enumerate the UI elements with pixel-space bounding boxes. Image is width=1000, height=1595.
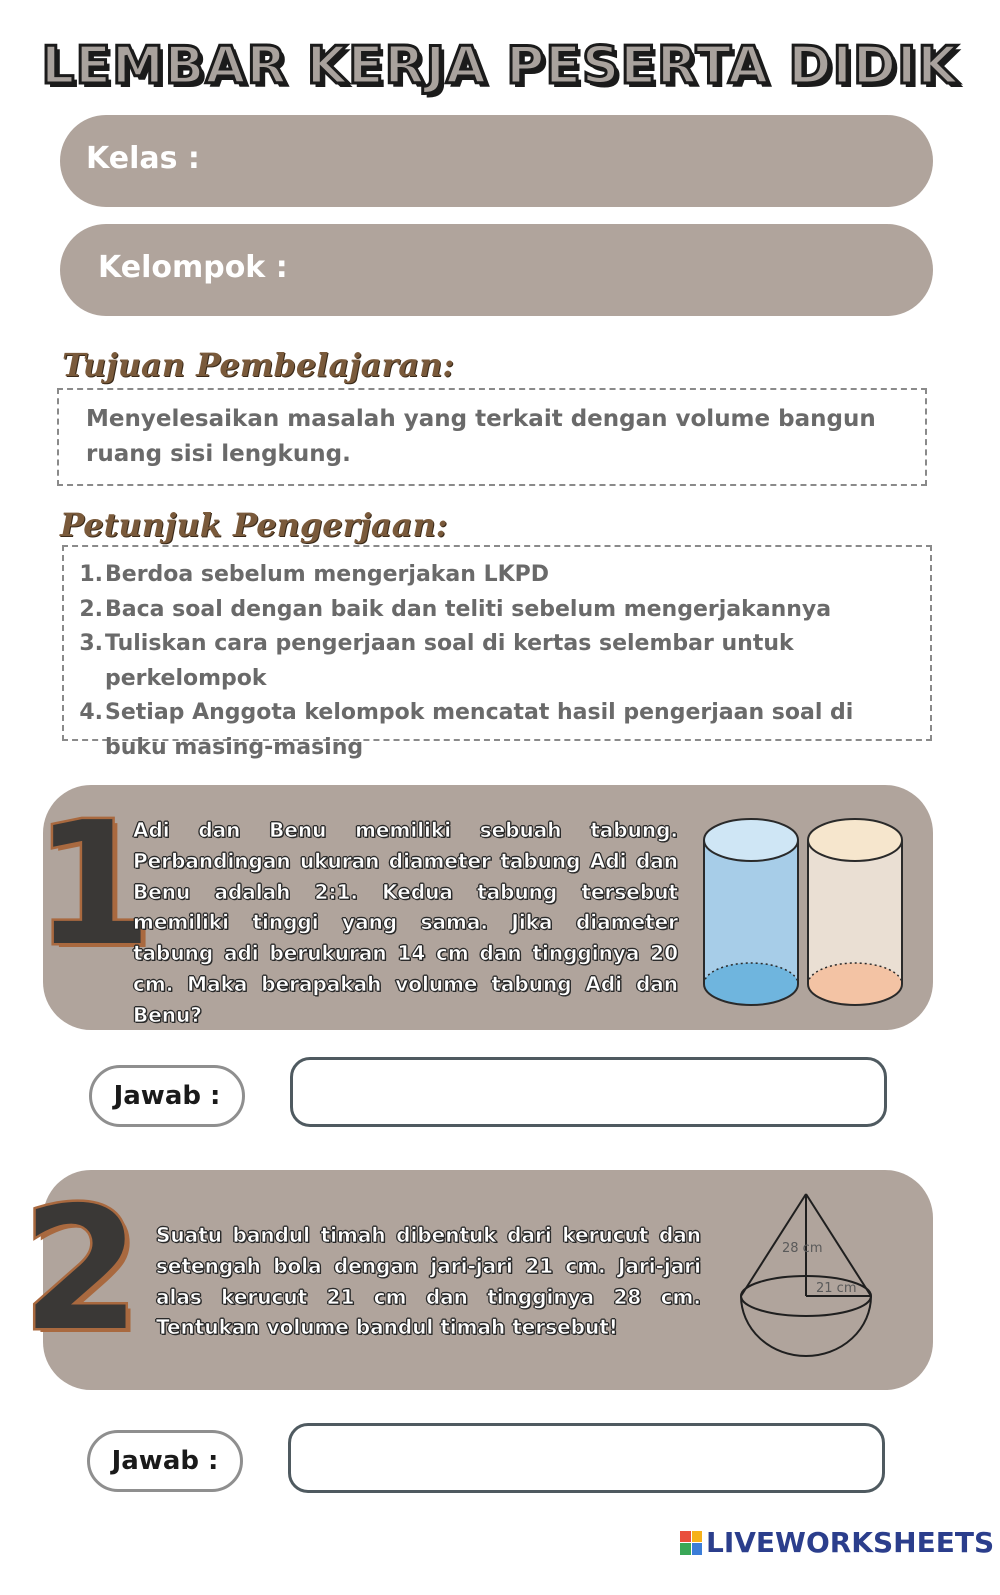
cylinder-benu-icon — [808, 819, 902, 1005]
objective-line: ruang sisi lengkung. — [86, 441, 351, 467]
objective-line: Menyelesaikan masalah yang terkait dengan volume bangun — [86, 406, 876, 432]
cylinder-adi-icon — [704, 819, 798, 1005]
class-label: Kelas : — [86, 141, 200, 176]
class-field[interactable] — [60, 115, 933, 207]
answer-1-label: Jawab : — [89, 1065, 245, 1127]
objective-heading: Tujuan Pembelajaran: — [62, 346, 455, 384]
question-2-number: 2 — [22, 1171, 141, 1369]
liveworksheets-logo-icon — [680, 1531, 702, 1555]
answer-1-input[interactable] — [290, 1057, 887, 1127]
question-1-text: Adi dan Benu memiliki sebuah tabung. Perbandingan ukuran diameter tabung Adi dan Benu adalah 2:1. Kedua tabung tersebut memiliki tinggi yang sama. Jika diameter tabung adi berukuran 14 cm dan tingginya 20 cm. Maka berapakah volume tabung Adi dan Benu? — [133, 818, 678, 1027]
objective-text — [86, 402, 886, 472]
question-1-number: 1 — [34, 786, 153, 984]
cylinders-figure — [696, 812, 912, 1012]
answer-2-input[interactable] — [288, 1423, 885, 1493]
footer-brand[interactable] — [680, 1526, 994, 1559]
radius-label: 21 cm — [816, 1281, 857, 1296]
height-label: 28 cm — [782, 1241, 823, 1256]
instructions-heading: Petunjuk Pengerjaan: — [60, 506, 448, 544]
list-item: 3. Tuliskan cara pengerjaan soal di kertas selembar untuk perkelompok — [79, 631, 794, 691]
pendulum-figure — [736, 1188, 876, 1363]
answer-2-label: Jawab : — [87, 1430, 243, 1492]
list-item: 4. Setiap Anggota kelompok mencatat hasil pengerjaan soal di buku masing-masing — [79, 700, 854, 760]
cone-hemisphere-icon — [741, 1194, 871, 1356]
group-field[interactable] — [60, 224, 933, 316]
list-item: 2. Baca soal dengan baik dan teliti sebelum mengerjakannya — [79, 596, 832, 622]
list-item: 1. Berdoa sebelum mengerjakan LKPD — [79, 562, 550, 587]
instructions-list — [78, 558, 928, 765]
worksheet-title: LEMBAR KERJA PESERTA DIDIK — [41, 36, 959, 96]
question-2-text: Suatu bandul timah dibentuk dari kerucut dan setengah bola dengan jari-jari 21 cm. Jari-jari alas kerucut 21 cm dan tingginya 28 cm. Tentukan volume bandul timah tersebut! — [156, 1223, 701, 1340]
brand-name: LIVEWORKSHEETS — [706, 1526, 995, 1559]
group-label: Kelompok : — [98, 250, 288, 285]
